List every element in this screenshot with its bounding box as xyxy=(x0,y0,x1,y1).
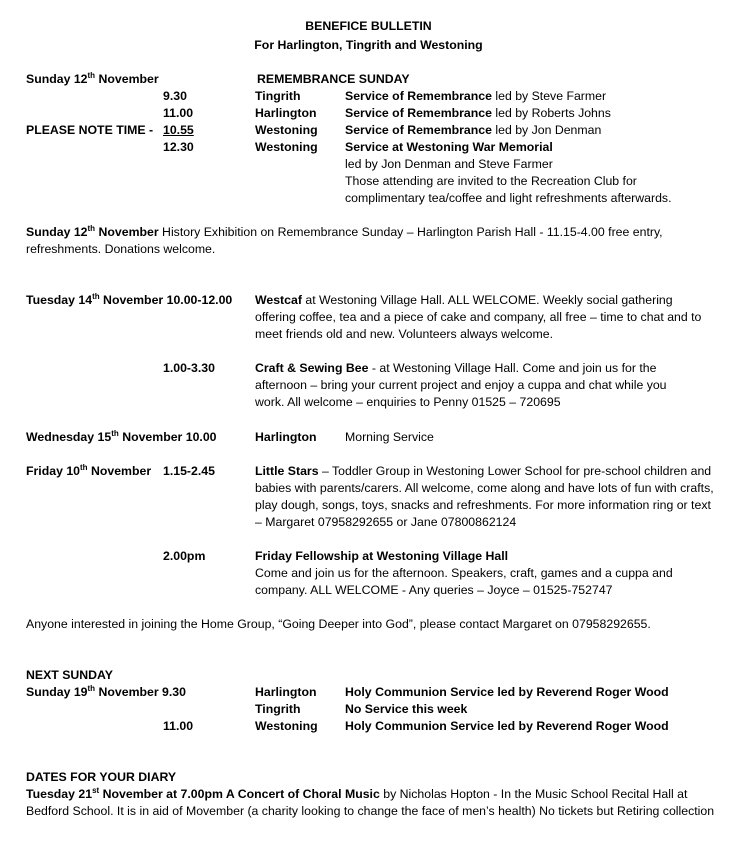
friday-date: Friday 10th November xyxy=(26,462,152,478)
service-description: Service of Remembrance led by Roberts Johns xyxy=(345,106,611,120)
craft-description: Craft & Sewing Bee - at Westoning Village Hall. Come and join us for the afternoon – bring your current project and enjoy a cuppa and chat while you work. All welcome – enquiries to Penny 01525 – 720695 xyxy=(255,361,667,409)
service-description: Holy Communion Service led by Reverend Roger Wood xyxy=(345,685,669,699)
service-time: 9.30 xyxy=(163,89,187,103)
home-group-notice: Anyone interested in joining the Home Group, “Going Deeper into God”, please contact Margaret on 07958292655. xyxy=(26,617,651,631)
service-description: Service of Remembrance led by Steve Farmer xyxy=(345,89,607,103)
service-place: Tingrith xyxy=(255,89,301,103)
history-exhibition: Sunday 12th November History Exhibition on Remembrance Sunday – Harlington Parish Hall - 11.15-4.00 free entry, refreshments. Donations welcome. xyxy=(26,223,663,256)
westcaf-description: Westcaf at Westoning Village Hall. ALL WELCOME. Weekly social gathering offering coffee, tea and a piece of cake and company, all free – time to chat and to meet friends old and new. Volunteers always welcome. xyxy=(255,293,702,341)
service-description: No Service this week xyxy=(345,702,468,716)
service-place: Harlington xyxy=(255,106,317,120)
bulletin-title: BENEFICE BULLETIN xyxy=(305,19,432,33)
service-time: 12.30 xyxy=(163,140,194,154)
remembrance-date: Sunday 12th November xyxy=(26,70,159,86)
service-description: Service of Remembrance led by Jon Denman xyxy=(345,123,602,137)
service-time: 11.00 xyxy=(163,106,194,120)
fellowship-description: Come and join us for the afternoon. Speakers, craft, games and a cuppa and company. ALL WELCOME - Any queries – Joyce – 01525-752747 xyxy=(255,566,673,597)
service-place: Westoning xyxy=(255,123,318,137)
diary-heading: DATES FOR YOUR DIARY xyxy=(26,770,177,784)
service-description: Service at Westoning War Memorial xyxy=(345,140,553,154)
concert-notice: Tuesday 21st November at 7.00pm A Concert of Choral Music by Nicholas Hopton - In the Music School Recital Hall at Bedford School. It is in aid of Movember (a charity looking to change the face of men’s health) No tickets but Retiring collection xyxy=(26,785,715,818)
service-place: Westoning xyxy=(255,140,318,154)
bulletin-subtitle: For Harlington, Tingrith and Westoning xyxy=(254,38,483,52)
wednesday-service: Morning Service xyxy=(345,430,434,444)
service-description: Holy Communion Service led by Reverend Roger Wood xyxy=(345,719,669,733)
little-stars-description: Little Stars – Toddler Group in Westoning Lower School for pre-school children and babies with parents/carers. All welcome, come along and have lots of fun with crafts, play dough, songs, toys, snacks and refreshments. For more information ring or text – Margaret 07958292655 or Jane 07800862124 xyxy=(255,464,714,529)
service-time: 11.00 xyxy=(163,719,194,733)
service-place: Tingrith xyxy=(255,702,301,716)
tuesday-date: Tuesday 14th November 10.00-12.00 xyxy=(26,291,233,307)
time-change-note: PLEASE NOTE TIME - xyxy=(26,123,154,137)
service-place: Westoning xyxy=(255,719,318,733)
craft-time: 1.00-3.30 xyxy=(163,361,215,375)
service-place: Harlington xyxy=(255,685,317,699)
little-stars-time: 1.15-2.45 xyxy=(163,464,215,478)
fellowship-title: Friday Fellowship at Westoning Village Hall xyxy=(255,549,509,563)
memorial-leaders: led by Jon Denman and Steve Farmer xyxy=(345,157,553,171)
next-sunday-date: Sunday 19th November 9.30 xyxy=(26,683,186,699)
fellowship-time: 2.00pm xyxy=(163,549,206,563)
memorial-refreshments: complimentary tea/coffee and light refreshments afterwards. xyxy=(345,191,672,205)
remembrance-heading: REMEMBRANCE SUNDAY xyxy=(257,72,410,86)
wednesday-place: Harlington xyxy=(255,430,317,444)
service-time: 10.55 xyxy=(163,123,194,137)
wednesday-date: Wednesday 15th November 10.00 xyxy=(26,428,217,444)
memorial-invite: Those attending are invited to the Recreation Club for xyxy=(345,174,637,188)
next-sunday-heading: NEXT SUNDAY xyxy=(26,668,114,682)
